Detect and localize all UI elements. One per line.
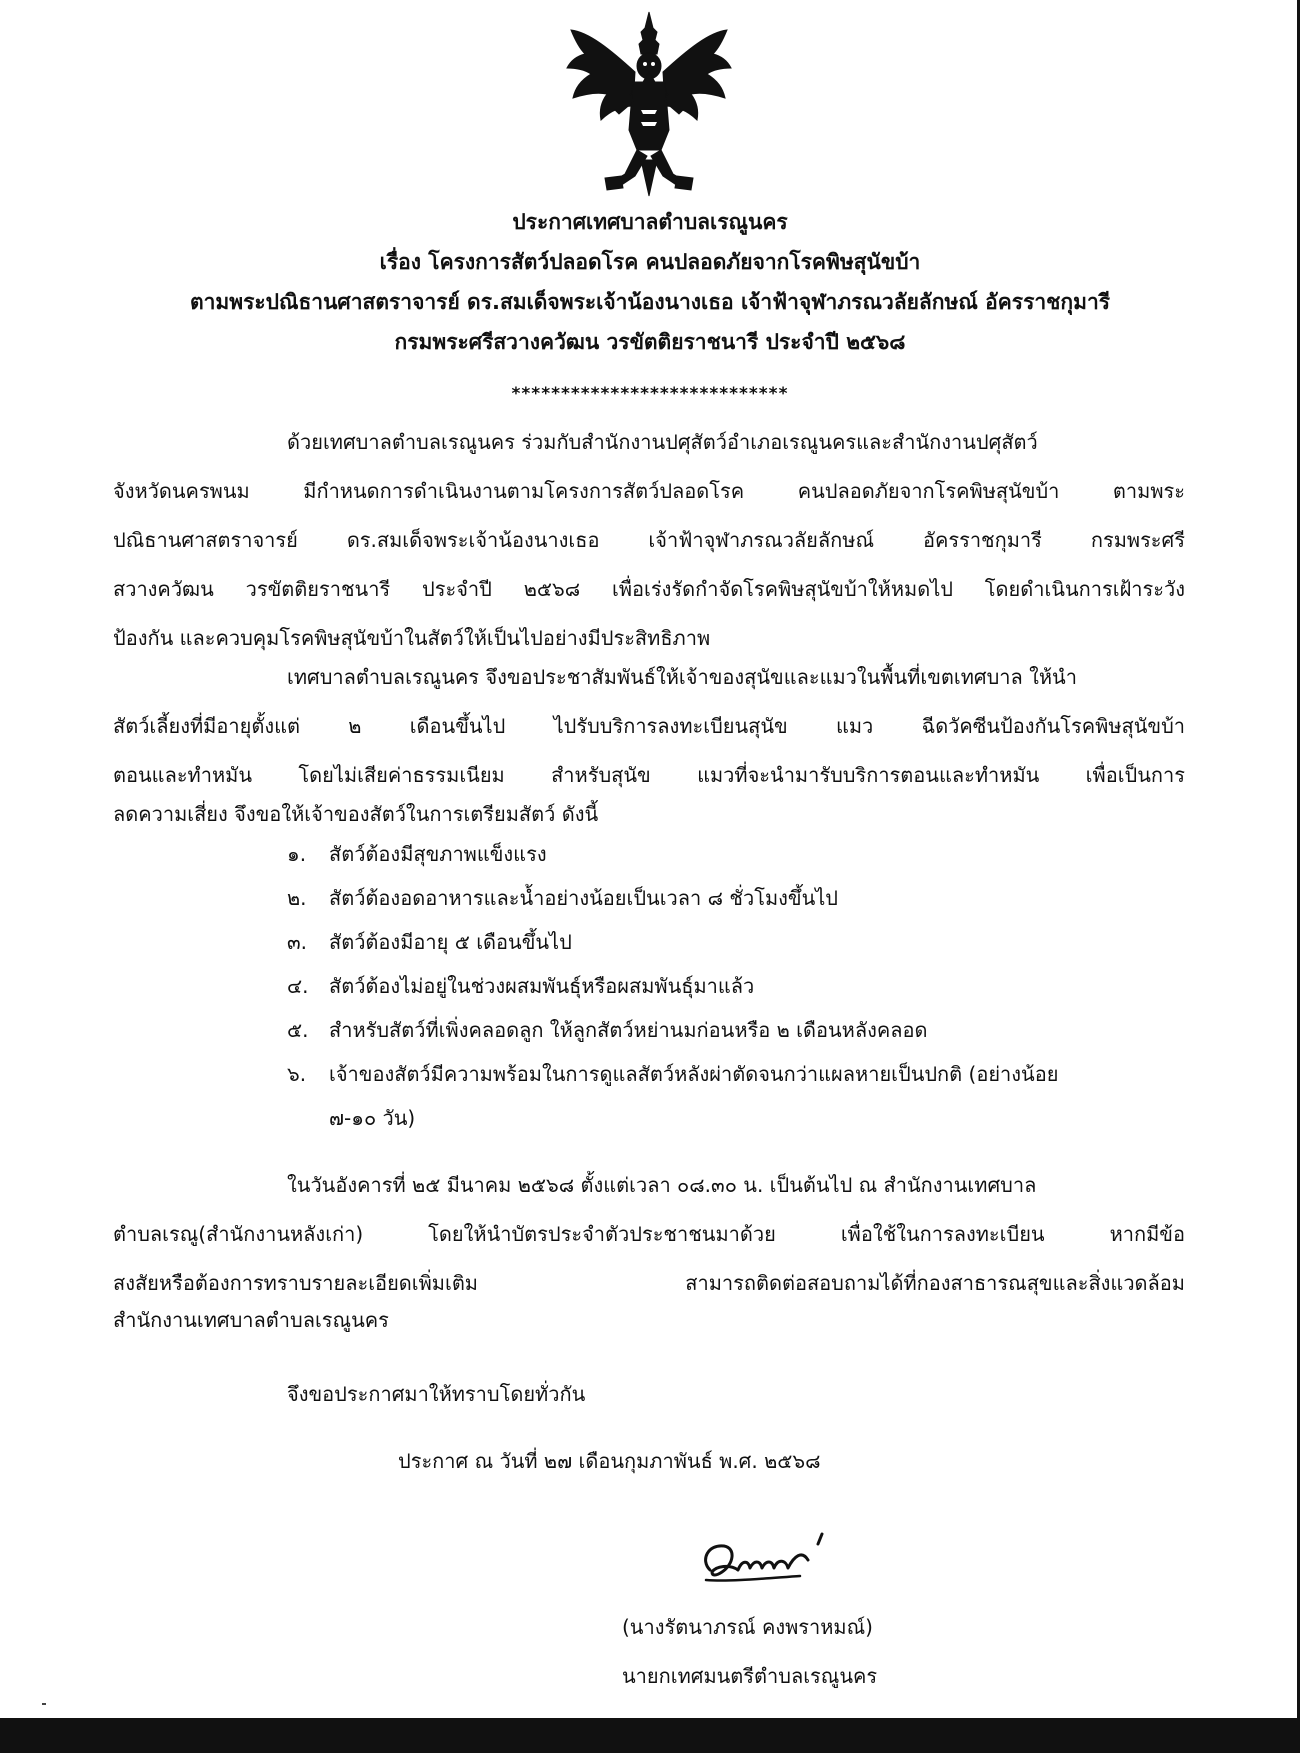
- header-separator: ****************************: [511, 384, 789, 404]
- list-item: [287, 971, 754, 1001]
- para1-line1: ด้วยเทศบาลตำบลเรณูนคร ร่วมกับสำนักงานปศุสัตว์อำเภอเรณูนครและสำนักงานปศุสัตว์: [287, 430, 1038, 454]
- para3-line2: ตำบลเรณู(สำนักงานหลังเก่า) โดยให้นำบัตรประจำตัวประชาชนมาด้วย เพื่อใช้ในการลงทะเบียน หากมีข้อ: [113, 1222, 1185, 1246]
- list-text: สัตว์ต้องมีอายุ ๕ เดือนขึ้นไป: [329, 930, 572, 954]
- garuda-emblem-icon: [561, 10, 737, 200]
- list-number: ๖.: [287, 1062, 307, 1086]
- para3-line3: สงสัยหรือต้องการทราบรายละเอียดเพิ่มเติม สามารถติดต่อสอบถามได้ที่กองสาธารณสุขและสิ่งแวดล้อม: [113, 1271, 1185, 1295]
- para1-line4: สวางควัฒน วรขัตติยราชนารี ประจำปี ๒๕๖๘ เพื่อเร่งรัดกำจัดโรคพิษสุนัขบ้าให้หมดไป โดยดำเนินการเฝ้าระวัง: [113, 577, 1185, 601]
- para2-line2: สัตว์เลี้ยงที่มีอายุตั้งแต่ ๒ เดือนขึ้นไป ไปรับบริการลงทะเบียนสุนัข แมว ฉีดวัคซีนป้องกันโรคพิษสุนัขบ้า: [113, 714, 1185, 738]
- list-text: สัตว์ต้องไม่อยู่ในช่วงผสมพันธุ์หรือผสมพันธุ์มาแล้ว: [329, 974, 755, 998]
- list-number: ๑.: [287, 842, 307, 866]
- para2-line1: เทศบาลตำบลเรณูนคร จึงขอประชาสัมพันธ์ให้เจ้าของสุนัขและแมวในพื้นที่เขตเทศบาล ให้นำ: [287, 665, 1077, 689]
- signatory-name: (นางรัตนาภรณ์ คงพราหมณ์): [622, 1615, 873, 1639]
- list-item: [287, 1059, 1058, 1089]
- signatory-position: นายกเทศมนตรีตำบลเรณูนคร: [622, 1664, 878, 1688]
- list-number: ๓.: [287, 930, 308, 954]
- header-title: ประกาศเทศบาลตำบลเรณูนคร: [512, 210, 788, 234]
- announcement-date: ประกาศ ณ วันที่ ๒๗ เดือนกุมภาพันธ์ พ.ศ. ๒๕๖๘: [398, 1449, 821, 1473]
- list-number: ๕.: [287, 1018, 309, 1042]
- list-text: สำหรับสัตว์ที่เพิ่งคลอดลูก ให้ลูกสัตว์หย่านมก่อนหรือ ๒ เดือนหลังคลอด: [329, 1018, 928, 1042]
- handwritten-signature-icon: [690, 1520, 850, 1600]
- header-subject-line4: กรมพระศรีสวางควัฒน วรขัตติยราชนารี ประจำปี ๒๕๖๘: [394, 330, 906, 354]
- list-continuation: ๗-๑๐ วัน): [329, 1106, 416, 1130]
- header-subject-line3: ตามพระปณิธานศาสตราจารย์ ดร.สมเด็จพระเจ้าน้องนางเธอ เจ้าฟ้าจุฬาภรณวลัยลักษณ์ อัครราชกุมารี: [189, 290, 1111, 314]
- announcement-header: [0, 202, 1300, 362]
- closing-text: จึงขอประกาศมาให้ทราบโดยทั่วกัน: [287, 1382, 586, 1406]
- para1-line3: ปณิธานศาสตราจารย์ ดร.สมเด็จพระเจ้าน้องนางเธอ เจ้าฟ้าจุฬาภรณวลัยลักษณ์ อัครราชกุมารี กรมพระศรี: [113, 528, 1185, 552]
- list-text: เจ้าของสัตว์มีความพร้อมในการดูแลสัตว์หลังผ่าตัดจนกว่าแผลหายเป็นปกติ (อย่างน้อย: [329, 1062, 1059, 1086]
- list-text: สัตว์ต้องมีสุขภาพแข็งแรง: [329, 842, 547, 866]
- para2-line4: ลดความเสี่ยง จึงขอให้เจ้าของสัตว์ในการเตรียมสัตว์ ดังนี้: [113, 802, 599, 826]
- list-item: [287, 839, 547, 869]
- para3-line4: สำนักงานเทศบาลตำบลเรณูนคร: [113, 1308, 389, 1332]
- scan-speck: [42, 1703, 46, 1705]
- para1-line2: จังหวัดนครพนม มีกำหนดการดำเนินงานตามโครงการสัตว์ปลอดโรค คนปลอดภัยจากโรคพิษสุนัขบ้า ตามพระ: [113, 479, 1185, 503]
- para3-line1: ในวันอังคารที่ ๒๕ มีนาคม ๒๕๖๘ ตั้งแต่เวลา ๐๘.๓๐ น. เป็นต้นไป ณ สำนักงานเทศบาล: [287, 1173, 1037, 1197]
- list-number: ๒.: [287, 886, 307, 910]
- para1-line5: ป้องกัน และควบคุมโรคพิษสุนัขบ้าในสัตว์ให้เป็นไปอย่างมีประสิทธิภาพ: [113, 626, 711, 650]
- list-item: [287, 927, 572, 957]
- para2-line3: ตอนและทำหมัน โดยไม่เสียค่าธรรมเนียม สำหรับสุนัข แมวที่จะนำมารับบริการตอนและทำหมัน เพื่อเป็นการ: [113, 763, 1185, 787]
- list-number: ๔.: [287, 974, 309, 998]
- list-item: [287, 883, 838, 913]
- scan-border-bottom: [0, 1718, 1300, 1753]
- list-text: สัตว์ต้องอดอาหารและน้ำอย่างน้อยเป็นเวลา ๘ ชั่วโมงขึ้นไป: [329, 886, 839, 910]
- header-subject: เรื่อง โครงการสัตว์ปลอดโรค คนปลอดภัยจากโรคพิษสุนัขบ้า: [379, 250, 921, 274]
- list-item: [287, 1015, 928, 1045]
